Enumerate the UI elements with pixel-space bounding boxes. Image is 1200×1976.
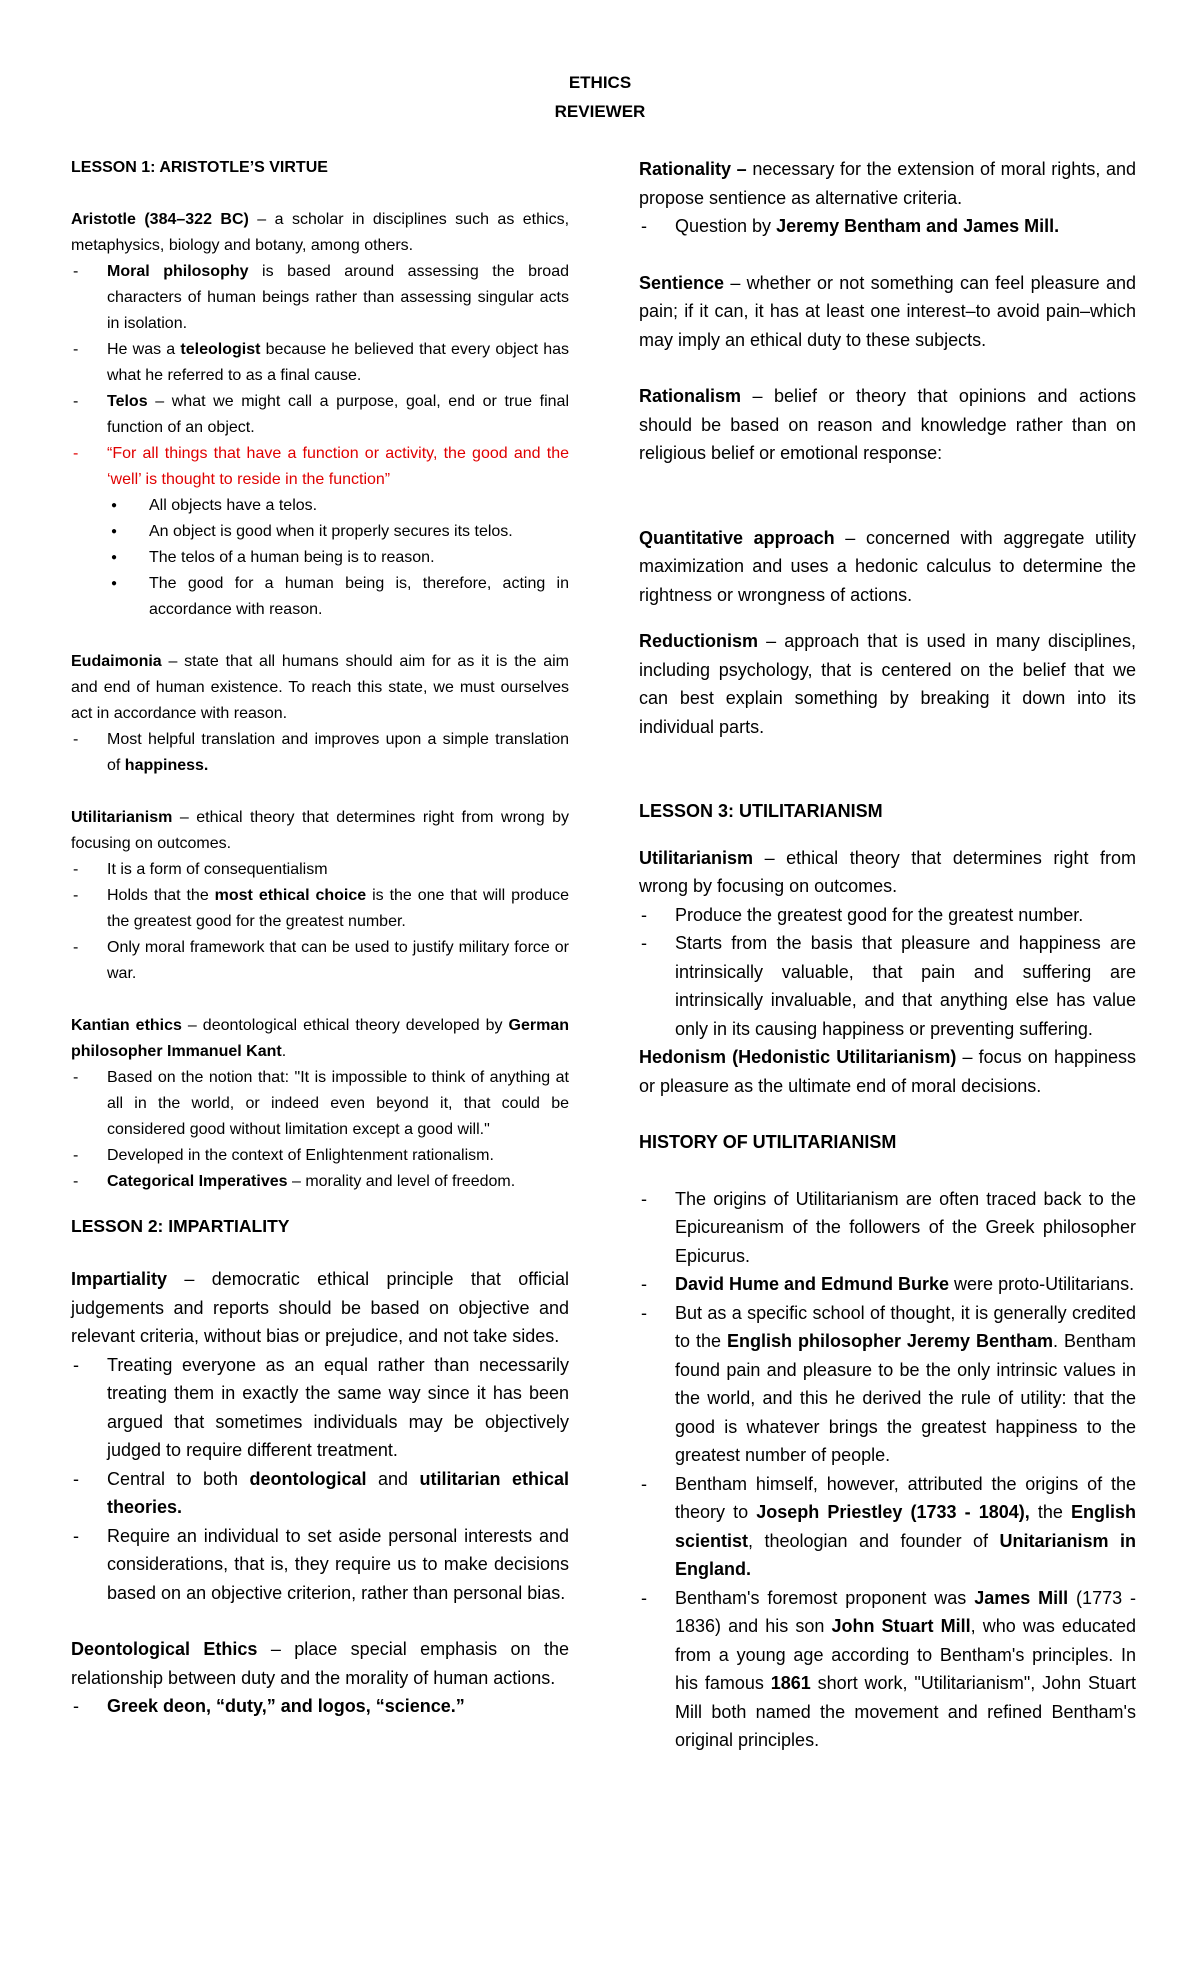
- list-item: ● The telos of a human being is to reason.: [71, 545, 569, 571]
- reductionism-definition: Reductionism – approach that is used in many disciplines, including psychology, that is centered on the belief that we can best explain something by breaking it down into its individual parts.: [639, 631, 1136, 737]
- list-item: - Bentham himself, however, attributed the origins of the theory to Joseph Priestley (1733 - 1804), the English scientist, theologian and founder of Unitarianism in England.: [639, 1470, 1136, 1584]
- list-item: - Moral philosophy is based around assessing the broad characters of human beings rather than assessing singular acts in isolation.: [71, 259, 569, 337]
- sentience-definition: Sentience – whether or not something can feel pleasure and pain; if it can, it has at least one interest–to avoid pain–which may imply an ethical duty to these subjects.: [639, 272, 1136, 350]
- list-item: - Greek deon, “duty,” and logos, “science.”: [71, 1692, 569, 1721]
- lesson-2-body: [71, 1265, 569, 1721]
- quantitative-definition: Quantitative approach – concerned with aggregate utility maximization and uses a hedonic calculus to determine the rightness or wrongness of actions.: [639, 527, 1136, 605]
- eudaimonia-definition: Eudaimonia – state that all humans should aim for as it is the aim and end of human existence. To reach this state, we must ourselves act in accordance with reason.: [71, 653, 569, 722]
- hedonism-definition: Hedonism (Hedonistic Utilitarianism) – focus on happiness or pleasure as the ultimate end of moral decisions.: [639, 1047, 1137, 1096]
- aristotle-list: [71, 259, 569, 493]
- utilitarianism-definition: Utilitarianism – ethical theory that determines right from wrong by focusing on outcomes.: [71, 809, 569, 852]
- list-item: - But as a specific school of thought, it is generally credited to the English philosopher Jeremy Bentham. Bentham found pain and pleasure to be the only intrinsic values in the world, and this he derived the rule of utility: that the good is whatever brings the greatest happiness to the greatest number of people.: [639, 1299, 1136, 1470]
- lesson-3-heading: LESSON 3: UTILITARIANISM: [639, 801, 883, 821]
- list-item: - He was a teleologist because he believed that every object has what he referred to as a final cause.: [71, 337, 569, 389]
- list-item: - Only moral framework that can be used to justify military force or war.: [71, 935, 569, 987]
- kantian-definition: Kantian ethics – deontological ethical theory developed by German philosopher Immanuel Kant.: [71, 1017, 570, 1060]
- utilitarianism-list: [71, 857, 569, 987]
- list-item: - Categorical Imperatives – morality and level of freedom.: [71, 1169, 569, 1195]
- list-item: - Treating everyone as an equal rather than necessarily treating them in exactly the same way since it has been argued that sometimes individuals may be objectively judged to require different treatment.: [71, 1351, 569, 1465]
- list-item: - Question by Jeremy Bentham and James Mill.: [639, 212, 1136, 241]
- utilitarianism-3-list: [639, 901, 1136, 1044]
- aristotle-definition: Aristotle (384–322 BC) – a scholar in disciplines such as ethics, metaphysics, biology and botany, among others.: [71, 211, 570, 254]
- lesson-1-heading: LESSON 1: ARISTOTLE’S VIRTUE: [71, 159, 328, 176]
- list-item: - Central to both deontological and utilitarian ethical theories.: [71, 1465, 569, 1522]
- deontological-list: [71, 1692, 569, 1721]
- impartiality-list: [71, 1351, 569, 1608]
- rationality-definition: Rationality – necessary for the extension of moral rights, and propose sentience as alternative criteria.: [639, 159, 1136, 208]
- list-item: - Developed in the context of Enlightenment rationalism.: [71, 1143, 569, 1169]
- list-item: - The origins of Utilitarianism are often traced back to the Epicureanism of the followers of the Greek philosopher Epicurus.: [639, 1185, 1136, 1271]
- list-item: - Bentham's foremost proponent was James Mill (1773 - 1836) and his son John Stuart Mill, who was educated from a young age according to Bentham's principles. In his famous 1861 short work, "Utilitarianism", John Stuart Mill both named the movement and refined Bentham's original principles.: [639, 1584, 1136, 1755]
- document-title: [0, 68, 1200, 126]
- rationality-list: [639, 212, 1136, 241]
- title-line-2: REVIEWER: [554, 102, 646, 121]
- aristotle-term: Aristotle (384–322 BC): [71, 211, 249, 228]
- list-item: - David Hume and Edmund Burke were proto-Utilitarians.: [639, 1270, 1136, 1299]
- list-item: - Starts from the basis that pleasure and happiness are intrinsically valuable, that pain and suffering are intrinsically invaluable, and that anything else has value only in its causing happiness or preventing suffering.: [639, 929, 1136, 1043]
- title-line-1: ETHICS: [568, 73, 632, 92]
- list-item: ● An object is good when it properly secures its telos.: [71, 519, 569, 545]
- rationalism-definition: Rationalism – belief or theory that opinions and actions should be based on reason and knowledge rather than on religious belief or emotional response:: [639, 386, 1136, 463]
- list-item: - It is a form of consequentialism: [71, 857, 569, 883]
- list-item: - Based on the notion that: "It is impossible to think of anything at all in the world, or indeed even beyond it, that could be considered good without limitation except a good will.": [71, 1065, 569, 1143]
- aristotle-quote: - “For all things that have a function or activity, the good and the ‘well’ is thought to reside in the function”: [71, 441, 569, 493]
- list-item: - Produce the greatest good for the greatest number.: [639, 901, 1136, 930]
- lesson-2-heading: LESSON 2: IMPARTIALITY: [71, 1216, 290, 1236]
- left-column: [71, 155, 569, 1721]
- list-item: - Most helpful translation and improves upon a simple translation of happiness.: [71, 727, 569, 779]
- utilitarianism-3-definition: Utilitarianism – ethical theory that determines right from wrong by focusing on outcomes.: [639, 847, 1136, 896]
- history-heading: HISTORY OF UTILITARIANISM: [639, 1132, 897, 1152]
- deontological-definition: Deontological Ethics – place special emphasis on the relationship between duty and the morality of human actions.: [71, 1639, 569, 1688]
- history-list: [639, 1185, 1136, 1755]
- list-item: - Require an individual to set aside personal interests and considerations, that is, they require us to make decisions based on an objective criterion, rather than personal bias.: [71, 1522, 569, 1608]
- list-item: ● The good for a human being is, therefore, acting in accordance with reason.: [71, 571, 569, 623]
- right-column: [639, 155, 1136, 1755]
- list-item: ● All objects have a telos.: [71, 493, 569, 519]
- telos-points: [71, 493, 569, 623]
- list-item: - Holds that the most ethical choice is the one that will produce the greatest good for the greatest number.: [71, 883, 569, 935]
- kantian-list: [71, 1065, 569, 1195]
- list-item: - Telos – what we might call a purpose, goal, end or true final function of an object.: [71, 389, 569, 441]
- impartiality-definition: Impartiality – democratic ethical principle that official judgements and reports should be based on objective and relevant criteria, without bias or prejudice, and not take sides.: [71, 1269, 569, 1346]
- eudaimonia-list: [71, 727, 569, 779]
